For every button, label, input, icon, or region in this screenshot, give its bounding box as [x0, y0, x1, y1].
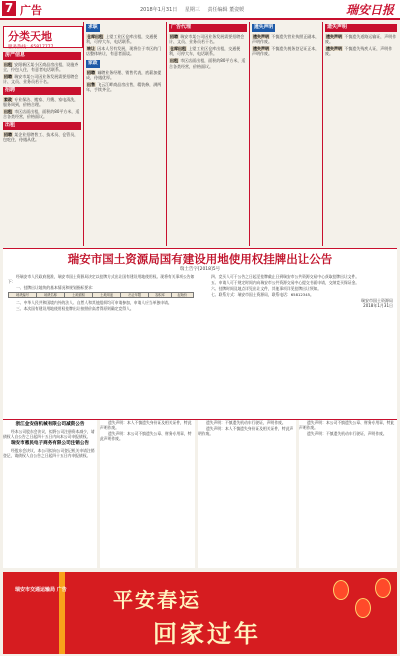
- ad-title: 招聘: [4, 73, 12, 79]
- notice-title: 浙江金安信机械有限公司减资公告: [15, 422, 85, 427]
- ad-item: [3, 74, 81, 85]
- classifieds-column-1: [3, 50, 81, 245]
- announcement-paragraph: 一、挂牌出让地块的基本情况和规划指标要求：: [16, 285, 96, 290]
- notice-text: 经股东会决议，本公司拟向公司登记机关申请注销登记，请债权人自公告之日起四十五日内申报债权。: [3, 448, 95, 458]
- ad-title: 仓库出租: [87, 33, 103, 39]
- ad-item: [3, 62, 81, 73]
- page-number: 7: [2, 1, 16, 16]
- newspaper-logo: 瑞安日报: [345, 3, 394, 17]
- table-header: 出让年限: [121, 293, 149, 298]
- column-divider: [249, 22, 250, 246]
- notice-text: 遗失声明：不慎遗失机动车行驶证，声明作废。: [307, 431, 387, 436]
- lantern-icon: [375, 578, 391, 598]
- notice-text: 遗失声明：本人不慎遗失身份证及相关证件，特此声明作废。: [198, 426, 294, 436]
- ad-text: 不慎遗失税务登记证正本，声明作废。: [252, 45, 320, 57]
- category-head: 家政: [88, 60, 98, 66]
- table-header: 起始价: [171, 293, 193, 298]
- table-header: 容积率: [149, 293, 171, 298]
- ribbon-decoration: [59, 572, 65, 654]
- announcement-signer: 瑞安市国土资源局: [361, 298, 393, 303]
- lantern-icon: [355, 598, 371, 618]
- ad-text: 因本人另有发展，现将位于市区的门店整体转让，有意者面谈。: [86, 45, 162, 57]
- ad-title: 出售: [87, 81, 95, 87]
- column-divider: [322, 22, 323, 246]
- classifieds-title-box: [3, 26, 83, 48]
- notice-text: 遗失声明：本公司不慎遗失公章、财务专用章，特此声明作废。: [100, 431, 192, 441]
- table-header: 土地用途: [93, 293, 121, 298]
- ad-item: [86, 70, 164, 81]
- notice-text: 遗失声明：本人不慎遗失身份证及相关证件，特此声明作废。: [100, 420, 192, 430]
- ad-title: 遗失声明: [326, 33, 342, 39]
- announcement-paragraph: 五、申请人可于规定时间内向瑞安市公共资源交易中心提交书面申请，交纳竞买保证金。: [211, 280, 360, 285]
- page-header: [0, 0, 400, 20]
- category-head: 招聘: [3, 87, 81, 95]
- ad-item: [169, 34, 247, 45]
- banner-headline-2: 回家过年: [153, 619, 261, 648]
- classifieds-title: 分类天地: [8, 30, 52, 43]
- ad-text: 市区店面出租，面积约80平方米，适合各类经营，价格面议。: [3, 108, 80, 120]
- ad-item: [3, 132, 81, 143]
- lantern-icon: [333, 580, 349, 600]
- banner-sponsor: 瑞安市交通运输局 广告: [15, 587, 67, 593]
- ad-title: 转让: [87, 45, 95, 51]
- announcement-title: 瑞安市国土资源局国有建设用地使用权挂牌出让公告: [67, 252, 333, 266]
- ad-item: [86, 34, 164, 45]
- ad-title: 招聘: [4, 131, 12, 137]
- ad-item: [252, 34, 320, 45]
- announcement-right-body: [203, 274, 393, 414]
- ad-text: 不慎遗失残疾人证，声明作废。: [325, 45, 393, 57]
- classifieds-column-4: [252, 22, 320, 246]
- announcement-paragraph: 七、联系方式：瑞安市国土资源局，联系电话：65812345。: [211, 292, 314, 297]
- announcement-date: 2018年1月31日: [363, 303, 393, 308]
- ad-item: [86, 46, 164, 57]
- classifieds-column-3: [169, 22, 247, 246]
- classifieds-column-5: [325, 22, 397, 246]
- ad-text: 飞云江畔商品房出售，精装修，满两年，手续齐全。: [86, 81, 162, 93]
- notice-title: 瑞安市惠民电子商务有限公司注销公告: [10, 441, 90, 446]
- notice-text: 经本公司股东会决议，拟将公司注册资本减少，请债权人自公告之日起四十五日内向本公司申报债权。: [3, 429, 95, 439]
- category-head: 广告代理: [169, 24, 247, 32]
- announcement-paragraph: 六、挂牌时间及地点详见出让文件，其他事项详见挂牌出让须知。: [211, 286, 322, 291]
- notice-column-1: [3, 420, 97, 568]
- category-head: 遗失声明: [254, 25, 274, 30]
- ad-title: 出租: [4, 61, 12, 67]
- notice-column-4: [299, 420, 397, 568]
- table-header: 地块编号: [9, 293, 37, 298]
- table-header-row: [9, 293, 194, 298]
- announcement-paragraph: 三、本次国有建设用地使用权挂牌出让按照价高者得原则确定竞得人。: [16, 306, 134, 311]
- category-head: 出租: [3, 122, 81, 130]
- banner-headline-1: 平安春运: [113, 588, 201, 612]
- notice-column-2: [100, 420, 195, 568]
- ad-item: [3, 97, 81, 108]
- ad-text: 瑞安市某公司因业务发展需要招聘会计、文员、业务员若干名。: [169, 33, 245, 45]
- ad-text: 不慎遗失道路运输证，声明作废。: [325, 33, 397, 45]
- announcement-number: 瑞土告字[2018]5号: [179, 267, 221, 272]
- ad-title: 遗失声明: [253, 33, 269, 39]
- ad-item: [86, 82, 164, 93]
- notice-text: 遗失声明：不慎遗失机动车行驶证，声明作废。: [206, 420, 286, 425]
- land-parcel-table: [8, 292, 194, 298]
- table-header: 地块名称: [37, 293, 65, 298]
- ad-text: 专业保洁、搬家、月嫂、家电清洗，服务周到，价格合理。: [3, 96, 79, 108]
- ad-item: [325, 34, 397, 45]
- ad-item: [252, 46, 320, 57]
- ad-item: [169, 46, 247, 57]
- category-head: 房产信息: [3, 52, 81, 60]
- ad-item: [325, 46, 397, 57]
- ad-text: 诚聘业务经理、销售代表，底薪加提成，待遇优厚。: [86, 69, 162, 81]
- ad-text: 不慎遗失营业执照正副本，声明作废。: [252, 33, 320, 45]
- issue-meta: [140, 6, 250, 13]
- ad-text: 市区店面出租，面积约80平方米，适合各类经营，价格面议。: [169, 57, 246, 69]
- ad-text: 上望工业区仓库出租，交通便利，可停大车，电话联系。: [169, 45, 241, 57]
- ad-title: 招聘: [87, 69, 95, 75]
- announcement-paragraph: 二、中华人民共和国境内外的法人、自然人和其他组织均可申请参加，申请人应当单独申请。: [16, 300, 172, 305]
- ad-title: 出租: [170, 57, 178, 63]
- column-divider: [83, 22, 84, 246]
- ad-item: [3, 109, 81, 120]
- category-head: 求职: [88, 25, 98, 30]
- category-head: 遗失声明: [325, 24, 397, 32]
- ad-text: 上望工业区仓库出租，交通便利，可停大车，电话联系。: [86, 33, 158, 45]
- ad-text: 瑞安市某公司因业务发展需要招聘会计、文员、业务员若干名。: [3, 73, 79, 85]
- ad-title: 招聘: [170, 33, 178, 39]
- ad-title: 仓库出租: [170, 45, 186, 51]
- issue-date: 2018年1月31日: [140, 7, 178, 13]
- ad-title: 遗失声明: [253, 45, 269, 51]
- announcement-paragraph: 经瑞安市人民政府批准，瑞安市国土资源局决定以挂牌方式出让国有建设用地使用权。现将有关事项公告如下：: [8, 274, 195, 284]
- column-divider: [166, 22, 167, 246]
- ad-title: 出租: [4, 108, 12, 114]
- section-title: 广告: [20, 4, 42, 17]
- ad-text: 安阳新区某小区商品房出租，设施齐全，拎包入住，有意者电话联系。: [3, 61, 79, 73]
- classifieds-hotline: 服务热线：65817777: [8, 45, 54, 50]
- ad-item: [169, 58, 247, 69]
- notice-column-3: [198, 420, 296, 568]
- notice-text: 遗失声明：本公司不慎遗失公章、财务专用章，特此声明作废。: [299, 420, 395, 430]
- classifieds-column-2: [86, 22, 164, 246]
- issue-editor: 责任编辑 董姿媛: [207, 7, 245, 13]
- spring-festival-banner: [3, 572, 397, 654]
- table-header: 土地面积: [65, 293, 93, 298]
- land-transfer-announcement: [3, 248, 397, 420]
- ad-title: 家政: [4, 96, 12, 102]
- announcement-left-body: [8, 274, 196, 414]
- announcement-paragraph: 四、竞买人可于公告之日起至挂牌截止日到瑞安市公共资源交易中心获取挂牌出让文件。: [211, 274, 360, 279]
- ad-title: 遗失声明: [326, 45, 342, 51]
- ad-text: 某企业招聘普工、技术员、仓管员，包吃住，待遇从优。: [3, 131, 79, 143]
- issue-weekday: 星期三: [184, 7, 200, 13]
